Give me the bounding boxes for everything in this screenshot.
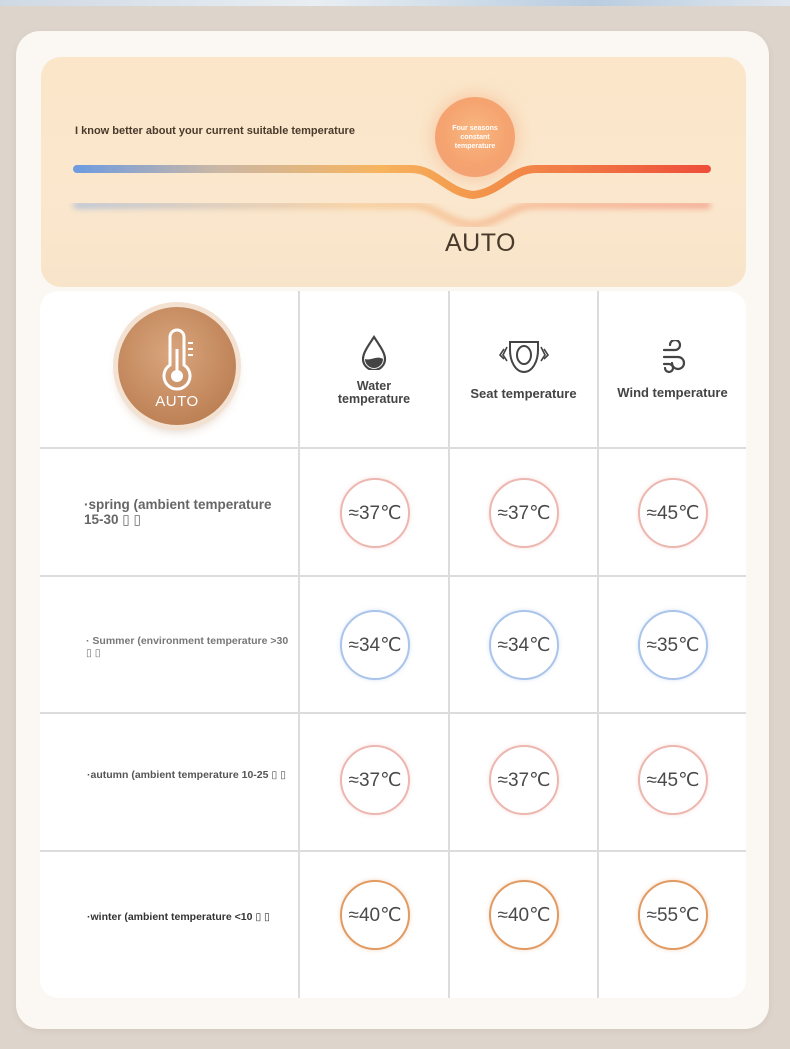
temperature-value: ≈55℃ <box>638 880 708 950</box>
toilet-seat-icon <box>498 339 550 377</box>
column-header-water <box>300 291 448 448</box>
auto-temperature-banner <box>41 57 746 287</box>
season-label-autumn: ·autumn (ambient temperature 10-25 ▯ ▯ <box>87 769 286 781</box>
temperature-value: ≈45℃ <box>638 745 708 815</box>
grid-line <box>40 850 746 852</box>
season-label-winter: ·winter (ambient temperature <10 ▯ ▯ <box>87 911 270 923</box>
temperature-value: ≈35℃ <box>638 610 708 680</box>
temperature-value: ≈37℃ <box>340 478 410 548</box>
temperature-value: ≈37℃ <box>489 478 559 548</box>
top-image-strip <box>0 0 790 6</box>
four-seasons-badge <box>435 97 515 177</box>
season-label-summer: · Summer (environment temperature >30 ▯ ▯ <box>86 635 289 659</box>
grid-line <box>40 712 746 714</box>
column-header-seat <box>450 291 597 448</box>
temperature-table <box>40 291 746 998</box>
column-header-label: Water temperature <box>337 378 411 406</box>
grid-line <box>40 575 746 577</box>
wind-icon <box>658 340 688 376</box>
auto-thermometer-badge <box>118 307 236 425</box>
column-header-label: Seat temperature <box>470 386 577 401</box>
temperature-value: ≈45℃ <box>638 478 708 548</box>
temperature-value: ≈34℃ <box>340 610 410 680</box>
auto-mode-label: AUTO <box>445 229 516 257</box>
banner-tagline: I know better about your current suitable temperature <box>75 125 355 137</box>
season-label-spring: ·spring (ambient temperature 15-30 ▯ ▯ <box>84 497 272 527</box>
temperature-value: ≈37℃ <box>489 745 559 815</box>
temperature-value: ≈34℃ <box>489 610 559 680</box>
temperature-value: ≈37℃ <box>340 745 410 815</box>
column-header-label: Wind temperature <box>617 385 728 400</box>
column-header-wind <box>599 291 746 448</box>
water-drop-icon <box>359 334 389 370</box>
auto-badge-label: AUTO <box>155 393 199 410</box>
temperature-gradient-bar <box>41 57 746 287</box>
temperature-value: ≈40℃ <box>489 880 559 950</box>
four-seasons-badge-text: Four seasons constant temperature <box>452 124 498 150</box>
temperature-value: ≈40℃ <box>340 880 410 950</box>
